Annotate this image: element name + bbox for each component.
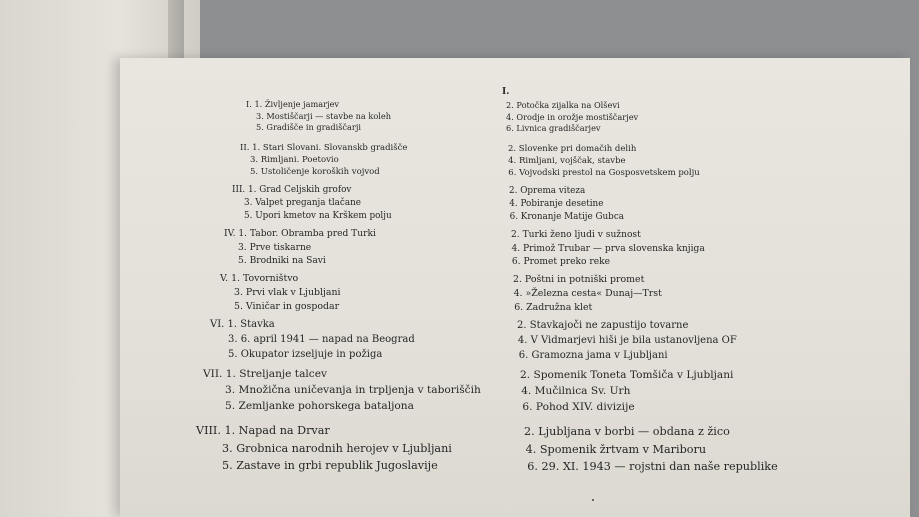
entry-group-right-6 [517,321,737,366]
entry-item: 6. Gramozna jama v Ljubljani [518,350,668,361]
entry-item: 4. Orodje in orožje mostiščarjev [506,111,639,122]
entry-group-left-1 [246,100,391,135]
entry-item: 5. Gradišče in gradiščarji [256,122,361,132]
entry-item: V. 1. Tovorništvo [220,273,299,284]
entry-item: 4. Primož Trubar — prva slovenska knjiga [511,243,705,254]
entry-item: II. 1. Stari Slovani. Slovanskb gradišče [240,143,408,153]
entry-item: 6. Pohod XIV. divizije [522,401,635,413]
entry-item: 2. Poštni in potniški promet [513,274,645,285]
entry-item: 5. Zemljanke pohorskega bataljona [225,400,414,412]
entry-item: 2. Stavkajoči ne zapustijo tovarne [517,320,689,331]
entry-group-left-6 [210,320,415,365]
entry-item: 6. Zadružna klet [514,302,593,313]
entry-item: VII. 1. Streljanje talcev [203,368,327,380]
entry-item: 4. Spomenik žrtvam v Mariboru [525,442,707,456]
entry-group-left-3 [232,186,392,225]
entry-item: 2. Oprema viteza [509,186,586,196]
entry-item: 4. Rimljani, vojščak, stavbe [508,156,626,166]
entry-item: 5. Okupator izseljuje in požiga [228,349,383,360]
entry-item: 5. Upori kmetov na Krškem polju [244,211,392,221]
entry-group-left-4 [224,230,376,271]
entry-group-left-5 [220,274,341,316]
entry-item: IV. 1. Tabor. Obramba pred Turki [224,229,376,239]
entry-group-right-8 [524,426,778,479]
entry-item: 6. Promet preko reke [511,257,610,267]
entry-item: 5. Ustoličenje koroških vojvod [250,167,380,177]
entry-item: 2. Spomenik Toneta Tomšiča v Ljubljani [520,369,734,381]
entry-item: VIII. 1. Napad na Drvar [196,424,330,437]
entry-item: 6. Kronanje Matije Gubca [509,212,624,222]
entry-item: 5. Zastave in grbi republik Jugoslavije [222,459,438,472]
entry-group-right-7 [520,370,733,418]
entry-group-right-4 [511,231,705,272]
entry-item: 3. Rimljani. Poetovio [250,155,339,165]
entry-item: 2. Ljubljana v borbi — obdana z žico [524,425,730,438]
entry-item: 5. Viničar in gospodar [234,301,340,312]
entry-item: 4. V Vidmarjevi hiši je bila ustanovljena OF [517,335,737,346]
entry-item: 6. Livnica gradiščarjev [506,123,601,133]
entry-item: 4. Pobiranje desetine [509,199,604,209]
entry-group-right-2 [508,145,700,181]
entry-item: 5. Brodniki na Savi [238,256,326,266]
entry-item: 6. Vojvodski prestol na Gosposvetskem polju [508,168,700,178]
entry-group-left-8 [196,425,452,478]
entry-item: 2. Turki ženo ljudi v sužnost [511,230,641,240]
entry-group-right-1 [506,101,638,136]
entry-item: VI. 1. Stavka [210,319,275,330]
entry-group-right-3 [509,187,624,226]
entry-group-left-7 [203,369,481,417]
entry-item: 2. Potočka zijalka na Olševi [506,100,620,110]
entry-item: 3. Množična uničevanja in trpljenja v taboriščih [225,384,481,396]
entry-group-right-5 [513,275,662,317]
entry-item: III. 1. Grad Celjskih grofov [232,185,352,195]
entry-item: 4. Mučilnica Sv. Urh [521,385,631,397]
page-speck [592,499,594,501]
entry-item: 3. Valpet preganja tlačane [244,198,361,208]
entry-item: 6. 29. XI. 1943 — rojstni dan naše republike [527,460,778,473]
entry-group-left-2 [240,144,407,180]
entry-item: 3. Grobnica narodnih herojev v Ljubljani [222,441,452,455]
entry-item: I. 1. Življenje jamarjev [246,99,340,109]
entry-item: 2. Slovenke pri domačih delih [508,144,637,154]
entry-item: 3. Prve tiskarne [238,242,312,253]
entry-item: 3. 6. april 1941 — napad na Beograd [228,334,415,345]
entry-item: 3. Prvi vlak v Ljubljani [234,287,341,298]
entry-item: 4. »Železna cesta« Dunaj—Trst [513,288,662,299]
section-heading: I. [502,87,510,97]
entry-item: 3. Mostiščarji — stavbe na koleh [256,110,392,121]
